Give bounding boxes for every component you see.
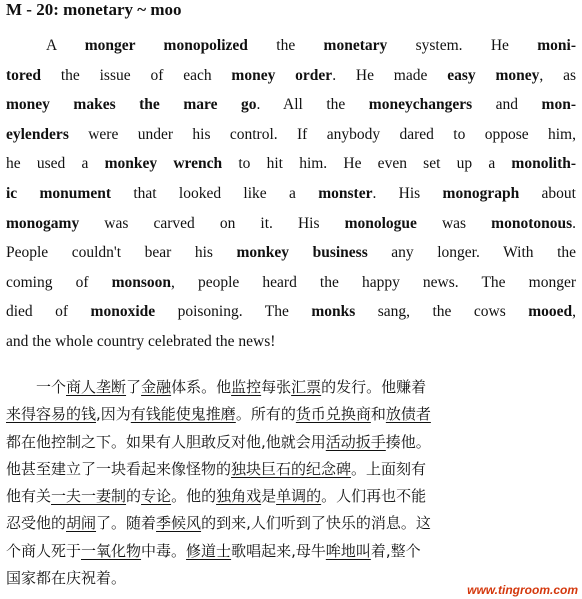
english-line — [6, 268, 576, 298]
chinese-highlighted-term: 货币兑换商 — [295, 405, 371, 424]
english-line — [6, 179, 576, 209]
english-line — [6, 238, 576, 268]
chinese-text: 。上面刻有 — [351, 459, 427, 478]
english-highlighted-term: moni- — [537, 37, 577, 54]
english-line — [6, 297, 576, 327]
english-highlighted-term: ic monument — [6, 184, 111, 202]
english-text: was carved on it. His — [79, 214, 345, 232]
chinese-text: 着,整个 — [370, 541, 421, 560]
chinese-highlighted-term: 胡闹 — [66, 514, 97, 533]
english-highlighted-term: monogamy — [6, 214, 80, 232]
english-highlighted-term: mooed — [528, 303, 573, 321]
chinese-line — [6, 456, 578, 483]
chinese-text: 个商人死于 — [6, 541, 82, 560]
chinese-text: ,因为 — [96, 405, 131, 424]
english-highlighted-term: moneychangers — [368, 96, 473, 114]
english-text: and the whole country celebrated the news! — [6, 332, 276, 350]
english-highlighted-term: monkey wrench — [104, 155, 223, 173]
english-text: was — [416, 214, 492, 232]
english-paragraph — [6, 31, 576, 357]
english-text: that looked like a — [111, 184, 319, 202]
chinese-text: 和 — [370, 405, 386, 424]
english-text: coming of — [6, 273, 112, 291]
chinese-text: 的发行。他赚着 — [321, 378, 427, 396]
english-text: . He made — [332, 66, 448, 84]
chinese-text: 的 — [126, 487, 142, 506]
english-line — [6, 90, 576, 120]
chinese-highlighted-term: 季候风 — [156, 514, 202, 533]
english-highlighted-term: easy money — [447, 66, 540, 84]
english-line — [6, 209, 576, 239]
chinese-highlighted-term: 金融 — [141, 378, 172, 396]
chinese-highlighted-term: 独块巨石的纪念碑 — [231, 459, 352, 478]
english-text: died of — [6, 303, 91, 321]
chinese-highlighted-term: 活动扳手 — [325, 432, 386, 451]
chinese-text: 每张 — [261, 378, 292, 396]
chinese-text: 了。随着 — [96, 514, 157, 533]
chinese-text: 了 — [126, 378, 142, 396]
chinese-line — [6, 374, 578, 401]
english-highlighted-term: money order — [231, 66, 333, 84]
watermark-text: www.tingroom.com — [467, 583, 578, 597]
english-highlighted-term: monster — [318, 184, 373, 202]
chinese-text: 中毒。 — [141, 541, 187, 560]
chinese-text: 歌唱起来,母牛 — [231, 541, 326, 560]
chinese-text: 一个 — [36, 378, 67, 396]
english-line — [6, 327, 576, 357]
english-text: A — [46, 37, 85, 54]
chinese-text: 他甚至建立了一块看起来像怪物的 — [6, 459, 232, 478]
chinese-highlighted-term: 汇票 — [291, 378, 322, 396]
english-text: the — [247, 37, 324, 54]
english-line — [6, 149, 576, 179]
chinese-text: 。人们再也不能 — [321, 487, 427, 506]
chinese-line — [6, 538, 578, 565]
english-text: , — [572, 303, 576, 321]
english-highlighted-term: monograph — [442, 184, 520, 202]
english-text: about — [519, 184, 576, 202]
english-highlighted-term: monsoon — [111, 273, 172, 291]
chinese-paragraph — [6, 374, 578, 592]
english-highlighted-term: monologue — [344, 214, 417, 232]
chinese-text: 他有关 — [6, 487, 52, 506]
chinese-line — [6, 510, 578, 537]
chinese-highlighted-term: 有钱能使鬼推磨 — [130, 405, 236, 424]
chinese-highlighted-term: 商人 — [66, 378, 97, 396]
chinese-text: 的到来,人们听到了快乐的消息。这 — [201, 514, 431, 533]
english-text: to hit him. He even set up a — [222, 155, 512, 173]
chinese-text: 国家都在庆祝着。 — [6, 569, 127, 588]
english-text: system. He — [387, 37, 538, 54]
chinese-text: 忍受他的 — [6, 514, 67, 533]
english-text: . His — [372, 184, 443, 202]
english-highlighted-term: monetary — [323, 37, 388, 54]
chinese-highlighted-term: 单调的 — [276, 487, 322, 506]
chinese-highlighted-term: 来得容易的钱 — [6, 405, 97, 424]
english-line — [6, 61, 576, 91]
section-heading: M - 20: monetary ~ moo — [6, 0, 182, 19]
chinese-highlighted-term: 专论 — [141, 487, 172, 506]
chinese-text: 揍他。 — [385, 432, 431, 451]
english-highlighted-term: mon- — [541, 96, 576, 114]
chinese-highlighted-term: 监控 — [231, 378, 262, 396]
english-highlighted-term: monoxide — [90, 303, 156, 321]
english-line — [6, 120, 576, 150]
english-highlighted-term: eylenders — [6, 125, 69, 143]
chinese-highlighted-term: 修道士 — [186, 541, 232, 560]
english-text: , as — [539, 66, 576, 84]
english-highlighted-term: monks — [311, 303, 356, 321]
chinese-highlighted-term: 独角戏 — [216, 487, 262, 506]
chinese-text: 。所有的 — [235, 405, 296, 424]
english-text: the issue of each — [41, 66, 232, 84]
chinese-highlighted-term: 放债者 — [385, 405, 431, 424]
english-text: any longer. With the — [367, 244, 577, 262]
english-line — [6, 31, 576, 61]
english-highlighted-term: money makes the mare go — [6, 96, 257, 114]
chinese-text: 是 — [261, 487, 277, 506]
chinese-text: 。他的 — [171, 487, 217, 506]
english-highlighted-term: monkey business — [236, 244, 368, 262]
english-text: , people heard the happy news. The monger — [171, 273, 576, 291]
english-highlighted-term: monger monopolized — [84, 37, 248, 54]
chinese-highlighted-term: 一氧化物 — [81, 541, 142, 560]
english-text: poisoning. The — [155, 303, 312, 321]
chinese-highlighted-term: 一夫一妻制 — [51, 487, 127, 506]
english-text: sang, the cows — [355, 303, 529, 321]
english-text: were under his control. If anybody dared to oppose him, — [68, 125, 576, 143]
english-highlighted-term: monotonous — [491, 214, 573, 232]
chinese-highlighted-term: 哞地叫 — [325, 541, 371, 560]
english-highlighted-term: monolith- — [511, 155, 577, 173]
english-text: he used a — [6, 155, 105, 173]
chinese-line — [6, 401, 578, 428]
chinese-line — [6, 429, 578, 456]
chinese-line — [6, 483, 578, 510]
english-text: . — [572, 214, 576, 232]
chinese-highlighted-term: 垄断 — [96, 378, 127, 396]
english-text: People couldn't bear his — [6, 244, 237, 262]
english-text: and — [472, 96, 542, 114]
chinese-text: 体系。他 — [171, 378, 232, 396]
english-text: . All the — [256, 96, 369, 114]
chinese-text: 都在他控制之下。如果有人胆敢反对他,他就会用 — [6, 432, 326, 451]
english-highlighted-term: tored — [6, 66, 42, 84]
